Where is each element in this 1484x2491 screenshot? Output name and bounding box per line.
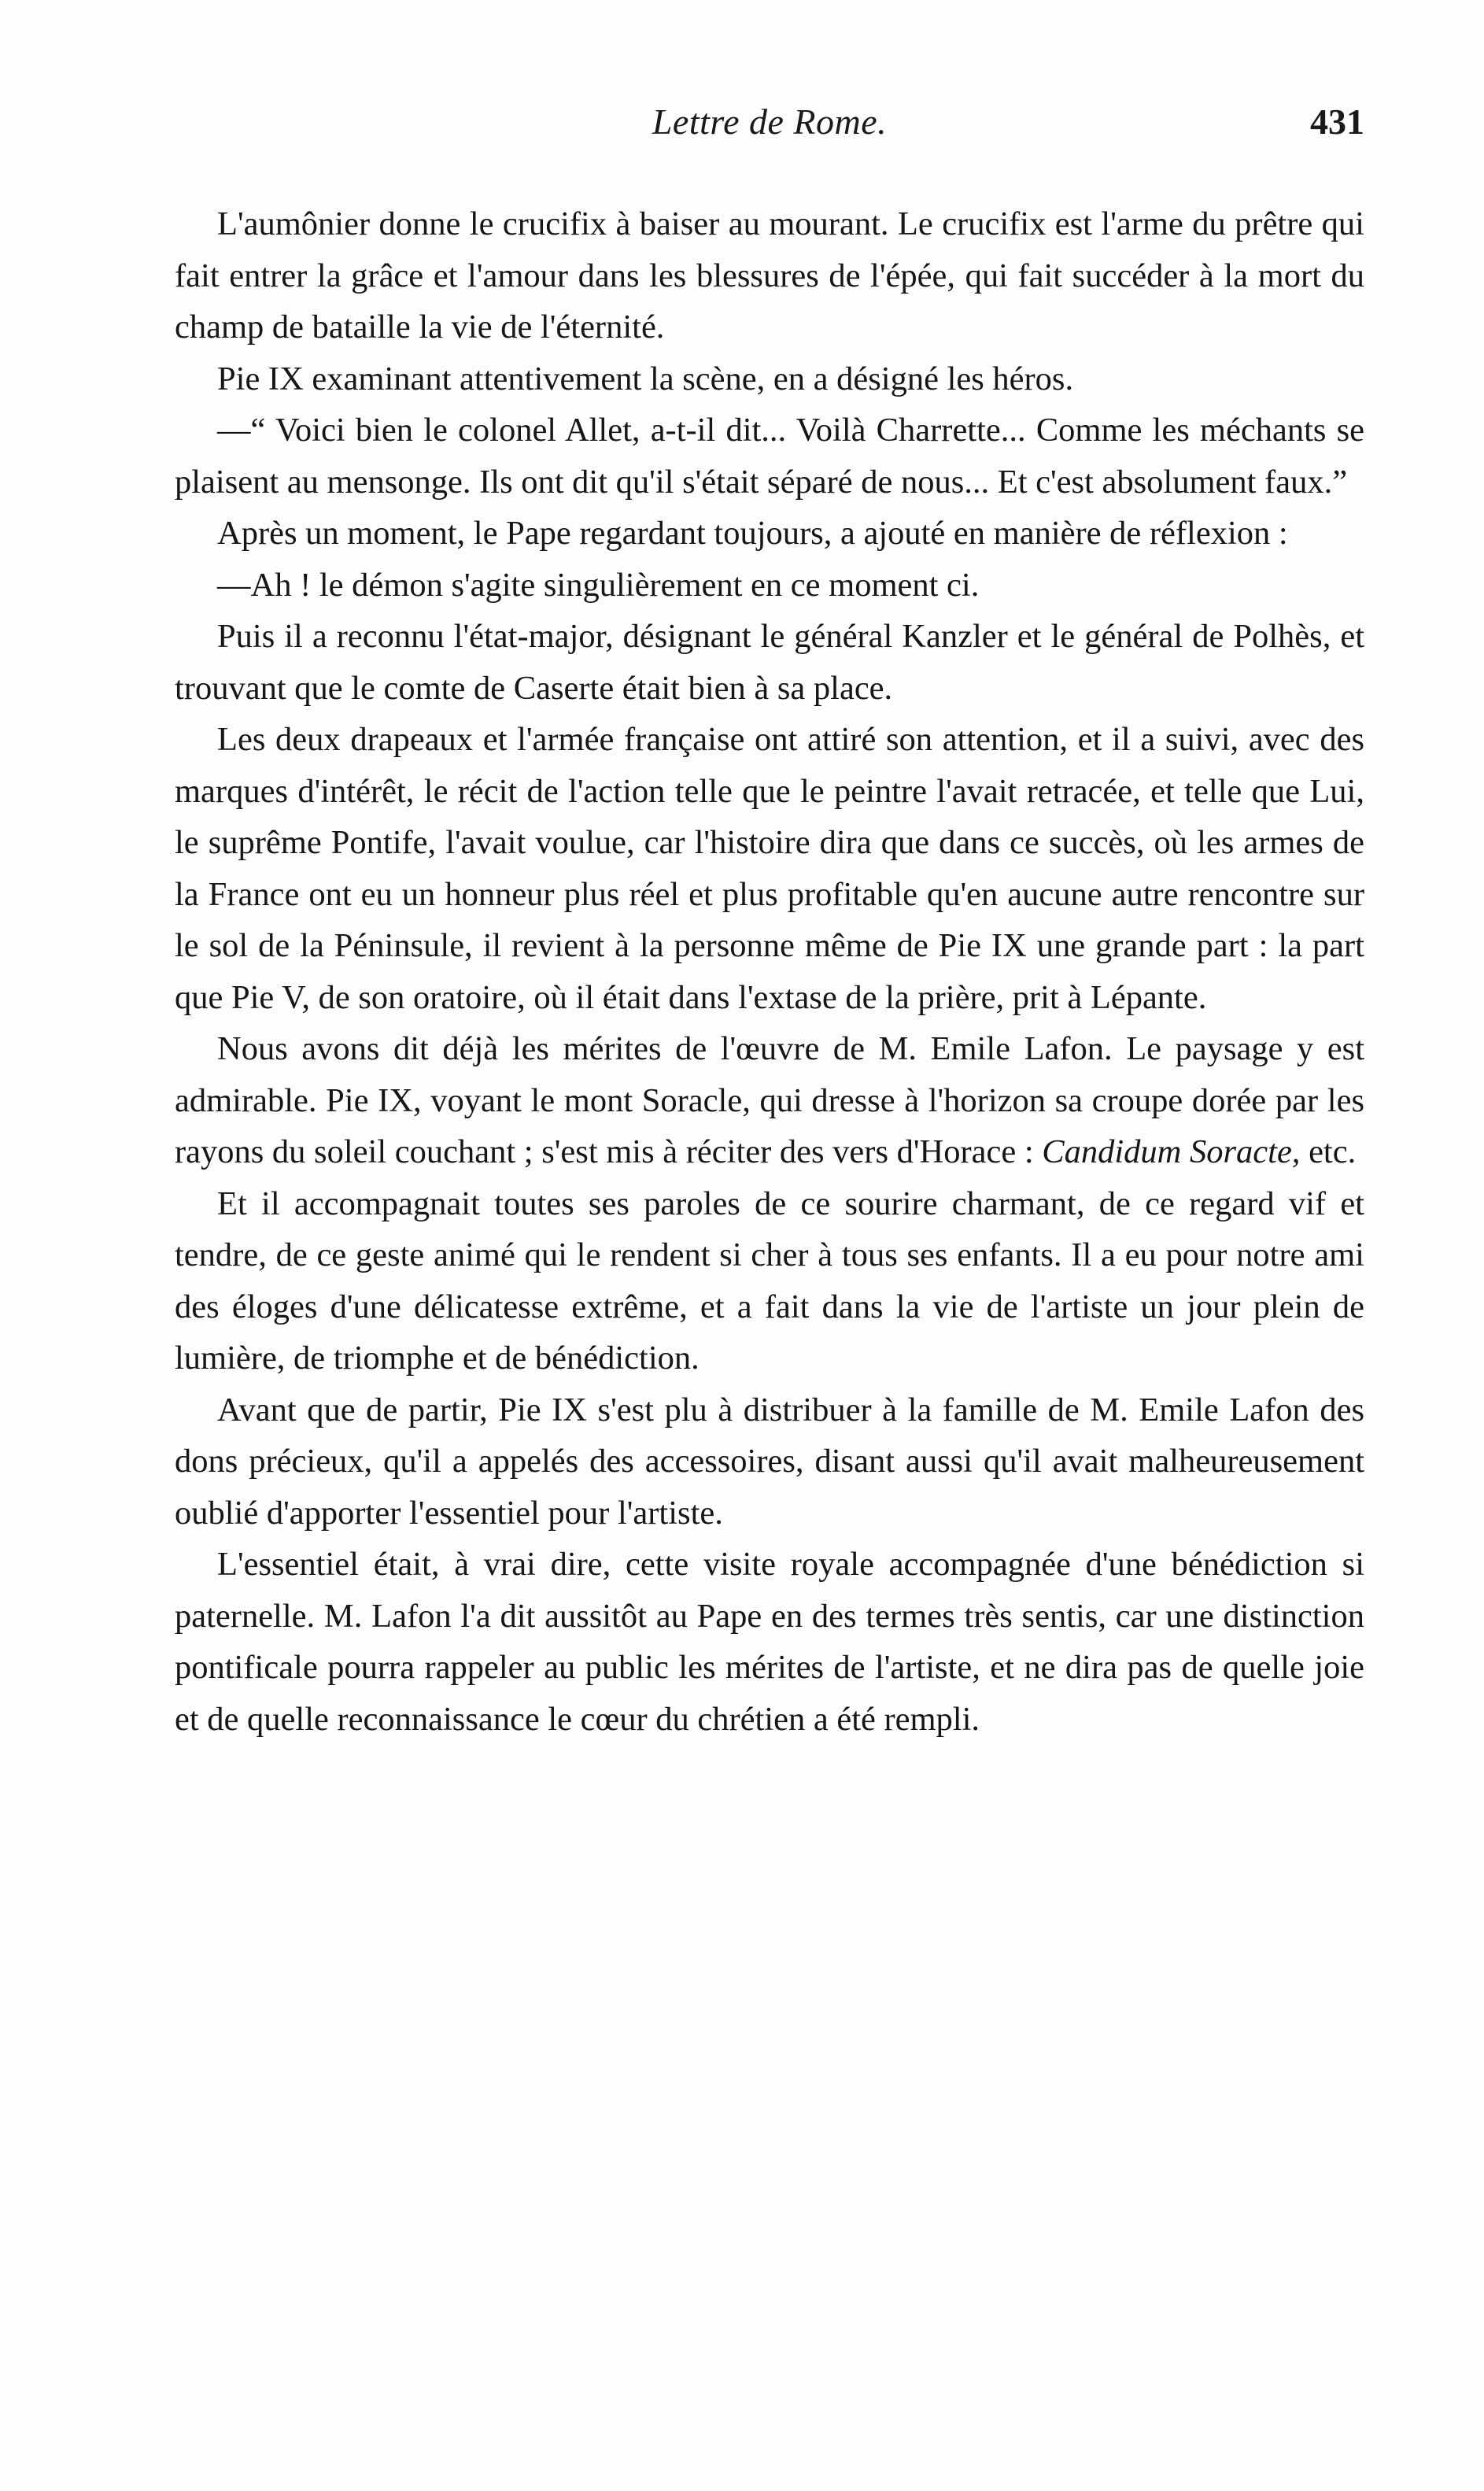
paragraph-sourire: Et il accompagnait toutes ses paroles de ce sourire charmant, de ce regard vif et tendre, de ce geste animé qui le rendent si cher à tous ses enfants. Il a eu pour notre ami des éloges d'une délicatesse extrême, et a fait dans la vie de l'artiste un jour plein de lumière, de triomphe et de bénédiction. [175, 1185, 1364, 1377]
horace-citation: Candidum Soracte, [1042, 1133, 1301, 1170]
paragraph-pape-regardant: Après un moment, le Pape regardant toujours, a ajouté en manière de réflexion : [217, 515, 1288, 552]
paragraph-demon: —Ah ! le démon s'agite singulièrement en ce moment ci. [217, 566, 980, 604]
paragraph-drapeaux: Les deux drapeaux et l'armée française ont attiré son attention, et il a suivi, avec des marques d'intérêt, le récit de l'action telle que le peintre l'avait retracée, et telle que Lui, le suprême Pontife, l'avait voulue, car l'histoire dira que dans ce succès, où les armes de la France ont eu un honneur plus réel et plus profitable qu'en aucune autre rencontre sur le sol de la Péninsule, il revient à la personne même de Pie IX une grande part : la part que Pie V, de son oratoire, où il était dans l'extase de la prière, prit à Lépante. [175, 721, 1364, 1016]
running-title: Lettre de Rome. [652, 102, 888, 142]
paragraph-etat-major: Puis il a reconnu l'état-major, désignant le général Kanzler et le général de Polhès, et trouvant que le comte de Caserte était bien à sa place. [175, 618, 1364, 707]
paragraph-essentiel: L'essentiel était, à vrai dire, cette visite royale accompagnée d'une bénédiction si paternelle. M. Lafon l'a dit aussitôt au Pape en des termes très sentis, car une distinction pontificale pourra rappeler au public les mérites de l'artiste, et ne dira pas de quelle joie et de quelle reconnaissance le cœur du chrétien a été rempli. [175, 1546, 1364, 1738]
paragraph-paysage-end: etc. [1300, 1133, 1357, 1170]
page-number: 431 [1310, 102, 1364, 142]
paragraph-paysage [175, 1023, 1364, 1178]
paragraph-pie-ix-examining: Pie IX examinant attentivement la scène, en a désigné les héros. [217, 360, 1074, 397]
body-text [175, 198, 1364, 1745]
paragraph-dons: Avant que de partir, Pie IX s'est plu à distribuer à la famille de M. Emile Lafon des dons précieux, qu'il a appelés des accessoires, disant aussi qu'il avait malheureusement oublié d'apporter l'essentiel pour l'artiste. [175, 1391, 1364, 1532]
paragraph-quote-allet: —“ Voici bien le colonel Allet, a-t-il dit... Voilà Charrette... Comme les méchants se plaisent au mensonge. Ils ont dit qu'il s'était séparé de nous... Et c'est absolument faux.” [175, 412, 1364, 501]
paragraph-crucifix: L'aumônier donne le crucifix à baiser au mourant. Le crucifix est l'arme du prêtre qui fait entrer la grâce et l'amour dans les blessures de l'épée, qui fait succéder à la mort du champ de bataille la vie de l'éternité. [175, 205, 1364, 346]
paragraph-paysage-text: Nous avons dit déjà les mérites de l'œuvre de M. Emile Lafon. Le paysage y est admirable. Pie IX, voyant le mont Soracle, qui dresse à l'horizon sa croupe dorée par les rayons du soleil couchant ; s'est mis à réciter des vers d'Horace : [175, 1030, 1364, 1170]
running-header [175, 101, 1364, 164]
